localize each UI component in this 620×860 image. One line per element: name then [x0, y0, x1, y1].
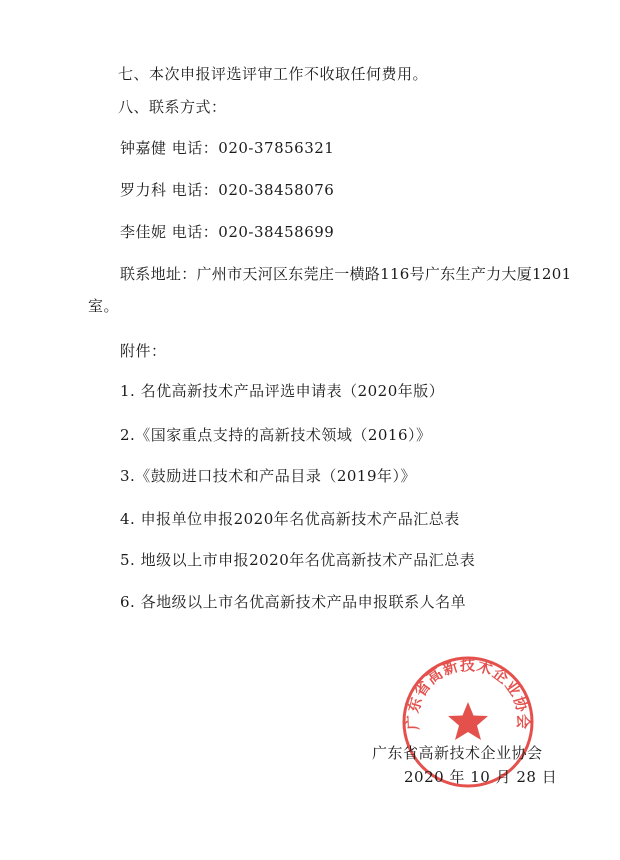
attachment-item: 1. 名优高新技术产品评选申请表（2020年版）	[120, 382, 445, 400]
contact-phone: 电话：020-38458076	[171, 181, 335, 199]
contact-phone: 电话：020-37856321	[171, 139, 335, 157]
attachments-heading: 附件：	[120, 342, 167, 360]
contact-row	[120, 180, 334, 200]
star-icon	[448, 702, 488, 740]
signature-date: 2020 年 10 月 28 日	[404, 768, 558, 786]
contact-name: 李佳妮	[120, 223, 167, 241]
seal-text: 广东省高新技术企业协会	[403, 656, 533, 731]
section-8-heading: 八、联系方式：	[118, 98, 227, 116]
attachment-item: 5. 地级以上市申报2020年名优高新技术产品汇总表	[120, 551, 476, 569]
section-7-text: 七、本次申报评选评审工作不收取任何费用。	[118, 65, 429, 83]
contact-row	[120, 222, 334, 242]
attachment-item: 6. 各地级以上市名优高新技术产品申报联系人名单	[120, 593, 467, 611]
contact-name: 钟嘉健	[120, 139, 167, 157]
attachment-item: 2.《国家重点支持的高新技术领域（2016）》	[120, 426, 432, 444]
contact-name: 罗力科	[120, 181, 167, 199]
address-line-1: 联系地址：广州市天河区东莞庄一横路116号广东生产力大厦1201	[120, 265, 572, 283]
signature-organization: 广东省高新技术企业协会	[372, 744, 543, 762]
contact-phone: 电话：020-38458699	[171, 223, 335, 241]
address-line-2: 室。	[88, 297, 120, 315]
attachment-item: 3.《鼓励进口技术和产品目录（2019年）》	[120, 467, 416, 485]
attachment-item: 4. 申报单位申报2020年名优高新技术产品汇总表	[120, 510, 460, 528]
contact-row	[120, 138, 334, 158]
